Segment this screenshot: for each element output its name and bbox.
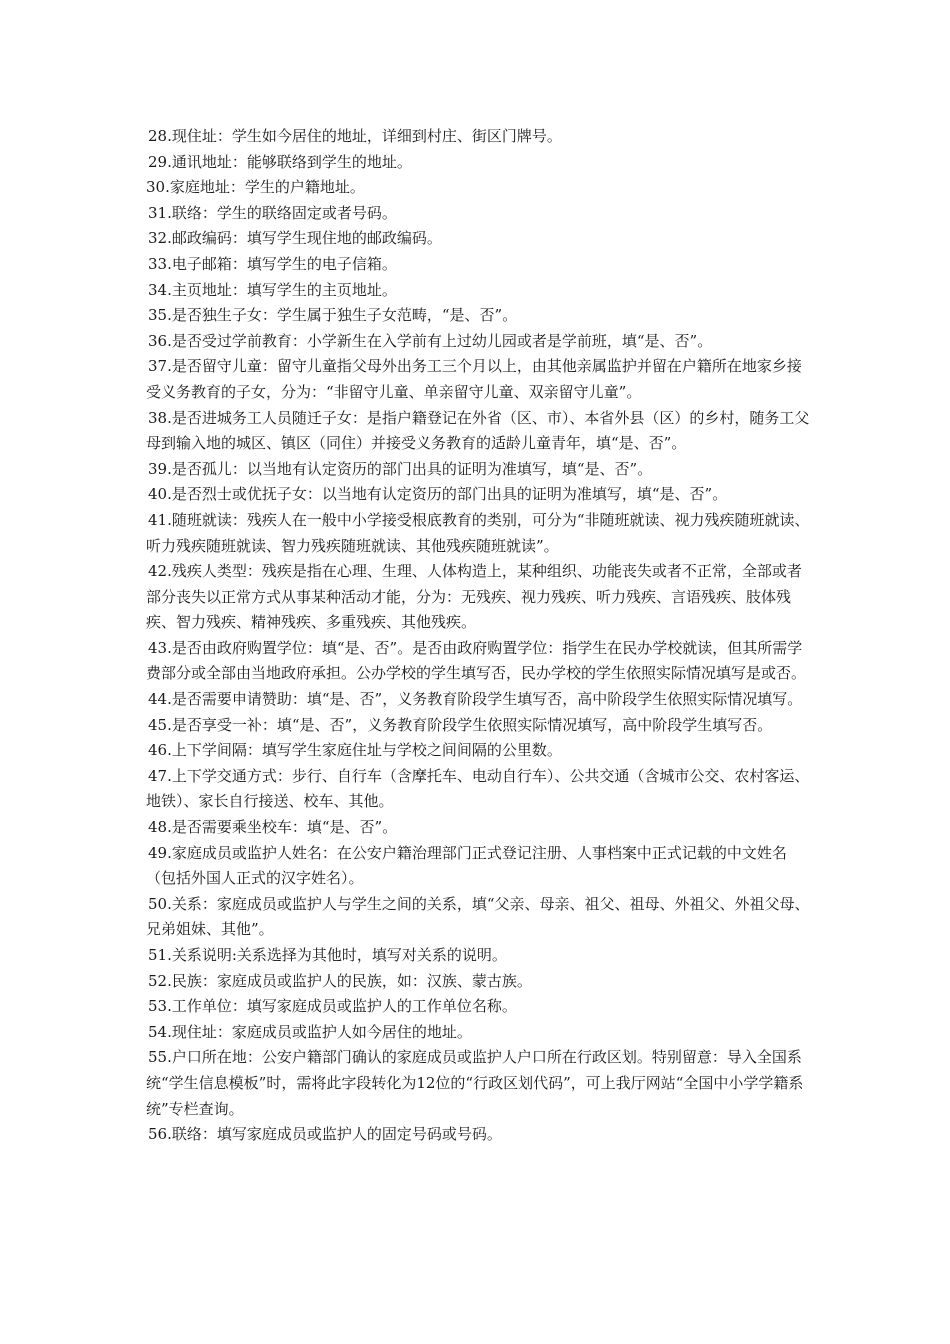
- list-item: 38.是否进城务工人员随迁子女：是指户籍登记在外省（区、市）、本省外县（区）的乡村，随务工父母到输入地的城区、镇区（同住）并接受义务教育的适龄儿童青年，填“是、否”。: [146, 408, 810, 453]
- list-item: 29.通讯地址：能够联络到学生的地址。: [148, 152, 412, 171]
- document-body: [146, 124, 814, 1148]
- list-item: 45.是否享受一补：填“是、否”，义务教育阶段学生依照实际情况填写，高中阶段学生填写否。: [148, 715, 773, 734]
- list-item: 37.是否留守儿童：留守儿童指父母外出务工三个月以上，由其他亲属监护并留在户籍所在地家乡接受义务教育的子女，分为：“非留守儿童、单亲留守儿童、双亲留守儿童”。: [146, 357, 802, 401]
- list-item: 51.关系说明:关系选择为其他时，填写对关系的说明。: [148, 946, 507, 964]
- list-item: 31.联络：学生的联络固定或者号码。: [148, 203, 397, 222]
- list-item: 50.关系：家庭成员或监护人与学生之间的关系，填“父亲、母亲、祖父、祖母、外祖父、外祖父母、兄弟姐妹、其他”。: [146, 894, 810, 939]
- list-item: 53.工作单位：填写家庭成员或监护人的工作单位名称。: [148, 997, 517, 1016]
- list-item: 39.是否孤儿：以当地有认定资历的部门出具的证明为准填写，填“是、否”。: [148, 459, 653, 478]
- list-item: 36.是否受过学前教育：小学新生在入学前有上过幼儿园或者是学前班，填“是、否”。: [148, 331, 713, 350]
- list-item: 33.电子邮箱：填写学生的电子信箱。: [148, 254, 397, 273]
- list-item: 52.民族：家庭成员或监护人的民族，如：汉族、蒙古族。: [148, 971, 532, 990]
- list-item: 47.上下学交通方式：步行、自行车（含摩托车、电动自行车）、公共交通（含城市公交、农村客运、地铁）、家长自行接送、校车、其他。: [146, 766, 810, 811]
- list-item: 41.随班就读：残疾人在一般中小学接受根底教育的类别，可分为“非随班就读、视力残疾随班就读、听力残疾随班就读、智力残疾随班就读、其他残疾随班就读”。: [146, 510, 810, 555]
- list-item: 49.家庭成员或监护人姓名：在公安户籍治理部门正式登记注册、人事档案中正式记载的中文姓名（包括外国人正式的汉字姓名）。: [146, 843, 787, 888]
- list-item: 32.邮政编码：填写学生现住地的邮政编码。: [148, 229, 442, 248]
- list-item: 35.是否独生子女：学生属于独生子女范畴，“是、否”。: [148, 306, 518, 325]
- list-item: 44.是否需要申请赞助：填“是、否”，义务教育阶段学生填写否，高中阶段学生依照实际情况填写。: [148, 690, 803, 709]
- list-item: 30.家庭地址：学生的户籍地址。: [146, 178, 365, 197]
- list-item: 28.现住址：学生如今居住的地址，详细到村庄、街区门牌号。: [148, 127, 562, 145]
- list-item: 54.现住址：家庭成员或监护人如今居住的地址。: [148, 1022, 472, 1041]
- list-item: 46.上下学间隔：填写学生家庭住址与学校之间间隔的公里数。: [148, 741, 562, 760]
- list-item: 56.联络：填写家庭成员或监护人的固定号码或号码。: [148, 1125, 502, 1144]
- list-item: 48.是否需要乘坐校车：填“是、否”。: [148, 818, 398, 837]
- list-item: 34.主页地址：填写学生的主页地址。: [148, 280, 397, 299]
- list-item: 43.是否由政府购置学位：填“是、否”。是否由政府购置学位：指学生在民办学校就读，但其所需学费部分或全部由当地政府承担。公办学校的学生填写否，民办学校的学生依照实际情况填写是或否。: [146, 638, 807, 683]
- list-item: 55.户口所在地：公安户籍部门确认的家庭成员或监护人户口所在行政区划。特别留意：导入全国系统“学生信息模板”时，需将此字段转化为12位的“行政区划代码”，可上我厅网站“全国中小学学籍系统”专栏查询。: [146, 1048, 804, 1118]
- list-item: 40.是否烈士或优抚子女：以当地有认定资历的部门出具的证明为准填写，填“是、否”。: [148, 485, 728, 504]
- list-item: 42.残疾人类型：残疾是指在心理、生理、人体构造上，某种组织、功能丧失或者不正常，全部或者部分丧失以正常方式从事某种活动才能，分为：无残疾、视力残疾、听力残疾、言语残疾、肢体残疾、智力残疾、精神残疾、多重残疾、其他残疾。: [146, 562, 802, 632]
